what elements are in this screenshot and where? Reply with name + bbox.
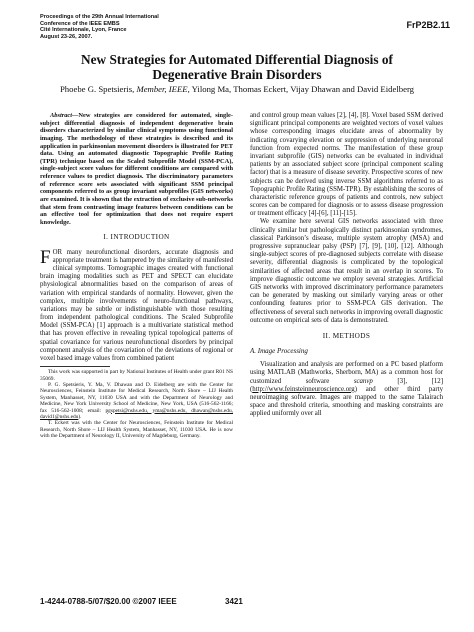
proceedings-header: [40, 14, 159, 40]
drop-cap: F: [40, 246, 51, 268]
affiliation-text: P. G. Spetsieris, Y. Ma, V. Dhawan and D. Eidelberg are with the Center for Neurosciences, Feinstein Institute for Medical Research, North Shore – LIJ Health System, Manhasset, NY, 11030 USA and with the Department of Neurology and Medicine, New York University School of Medicine, New York, USA (516-562-1166; fax 516-562-1008; email:: [40, 382, 233, 414]
header-line: Proceedings of the 29th Annual International: [40, 14, 159, 20]
intro-paragraph-2: We examine here several GIS networks associated with three clinically similar but pathologically distinct parkinsonian syndromes, classical Parkinson’s disease, multiple system atrophy (MSA) and progressive supranuclear palsy (PSP) [7], [9], [10], [12]. Although single-subject scores of pre-diagnosed subjects correlate with disease severity, differential diagnosis is complicated by the topological similarities of affected areas that result in an overlap in scores. To improve diagnostic outcome we employ several strategies. Artificial GIS networks with improved discriminatory performance parameters can be generated by masking out similarly varying areas or other confounding features prior to SSM-PCA GIS derivation. The effectiveness of several such networks in improving overall diagnostic outcome on empirical sets of data is demonstrated.: [250, 218, 443, 324]
affiliation-end: ).: [78, 414, 82, 421]
methods-text: Visualization and analysis are performed on a PC based platform using MATLAB (Mathworks, Sherborn, MA) as a common host for customized software: [250, 361, 443, 385]
subsection-heading-image-processing: A. Image Processing: [250, 347, 308, 356]
methods-text-end: ) and other third party neuroimaging software. Images are mapped to the same Talairach space and threshold criteria, smoothing and masking constraints are applied uniformly over all: [250, 385, 443, 418]
methods-paragraph: [250, 361, 443, 418]
header-line: Cité Internationale, Lyon, France: [40, 27, 127, 34]
author-role: Member, IEEE: [136, 84, 188, 94]
feinstein-url-link[interactable]: http://www.feinsteinneuroscience.org: [252, 385, 355, 393]
paper-title: [0, 52, 474, 82]
intro-text: OR many neurofunctional disorders, accurate diagnosis and appropriate treatment is hampered by the similarity of manifested clinical symptoms. Tomographic images created with functional brain imaging modalities such as PET and SPECT can elucidate physiological abnormalities based on the comparison of areas of variation with empirical standards of normality. However, given the complex, multiple involvements of neuro-functional pathways, variations may be subtle or indistinguishable with those resulting from independent pathological conditions. The Scaled Subprofile Model (SSM-PCA) [1] approach is a multivariate statistical method that has proven effective in revealing typical topological patterns of spatial covariance for various neurofunctional disorders by principal component analysis of the covariation of the deviations of regional or voxel based image values from combined patient: [40, 248, 233, 362]
header-line: Conference of the IEEE EMBS: [40, 20, 120, 27]
footnote-funding: This work was supported in part by National Institutes of Health under grant R01 NS 35069.: [40, 369, 233, 382]
abstract-label: Abstract: [50, 112, 73, 119]
intro-continuation: and control group mean values [2], [4], [8]. Voxel based SSM derived significant principal components are weighted vectors of voxel values whose corresponding images elucidate areas of abnormality by indicating covarying elevation or suppression of underlying neuronal function from expected norms. The manifestation of these group invariant subprofile (GIS) networks can be evaluated in individual patients by an associated subject score (principal component scaling factor) that is a measure of disease severity. Prospective scores of new subjects can be derived using inverse SSM algorithms referred to as Topographic Profile Rating (SSM-TPR). By establishing the scores of characteristic reference groups of patients and controls, new subject scores can be compared for diagnosis or to assess disease progression or treatment efficacy [4]-[6], [11]-[15].: [250, 112, 443, 218]
footnote-affiliation: [40, 382, 233, 420]
footnote-eckert: T. Eckert was with the Center for Neurosciences, Feinstein Institute for Medical Research, North Shore – LIJ Health System, Manhasset, NY, 11030 USA. He is now with the Department of Neurology II, University of Magdeburg, Germany.: [40, 420, 233, 440]
abstract-text: —New strategies are considered for automated, single-subject differential diagnosis of independent degenerative brain disorders characterized by similar clinical symptoms using functional imaging. The methodology of these strategies is described and its application in parkinsonian movement disorders is illustrated for PET data. Using an automated diagnostic Topographic Profile Rating (TPR) technique based on the Scaled Subprofile Model (SSM-PCA), single-subject score values for different conditions are compared with reference values to predict diagnosis. The discriminatory parameters of reference score sets associated with significant SSM principal components referred to as group invariant subprofiles (GIS networks) are examined. It is shown that the extraction of exclusive sub-networks that stem from contrasting image features between conditions can be an effective tool for optimization that does not require expert knowledge.: [40, 112, 233, 226]
footnote-divider: [40, 366, 110, 367]
isbn-copyright: 1-4244-0788-5/07/$20.00 ©2007 IEEE: [40, 597, 177, 606]
abstract: [40, 112, 233, 226]
author-name: Phoebe G. Spetsieris,: [59, 84, 137, 94]
right-column: [250, 112, 443, 419]
paper-id: FrP2B2.11: [406, 20, 450, 30]
page-number: 3421: [225, 597, 243, 606]
software-name: scanvp: [353, 377, 373, 385]
methods-citation: [3], [12] (: [250, 377, 443, 393]
header-line: August 23-26, 2007.: [40, 33, 93, 40]
author-emails-link[interactable]: pgspetsi@nshs.edu, yma@nshs.edu, dhawan@nshs.edu, david1@nshs.edu: [40, 407, 233, 421]
left-column: [40, 112, 233, 440]
author-names: , Yilong Ma, Thomas Eckert, Vijay Dhawan and David Eidelberg: [187, 84, 415, 94]
author-list: [0, 84, 474, 94]
intro-paragraph: [40, 246, 233, 364]
title-line: Degenerative Brain Disorders: [152, 67, 322, 82]
title-line: New Strategies for Automated Differential Diagnosis of: [81, 52, 393, 67]
section-heading-introduction: I. INTRODUCTION: [103, 233, 170, 242]
section-heading-methods: II. METHODS: [322, 331, 371, 340]
